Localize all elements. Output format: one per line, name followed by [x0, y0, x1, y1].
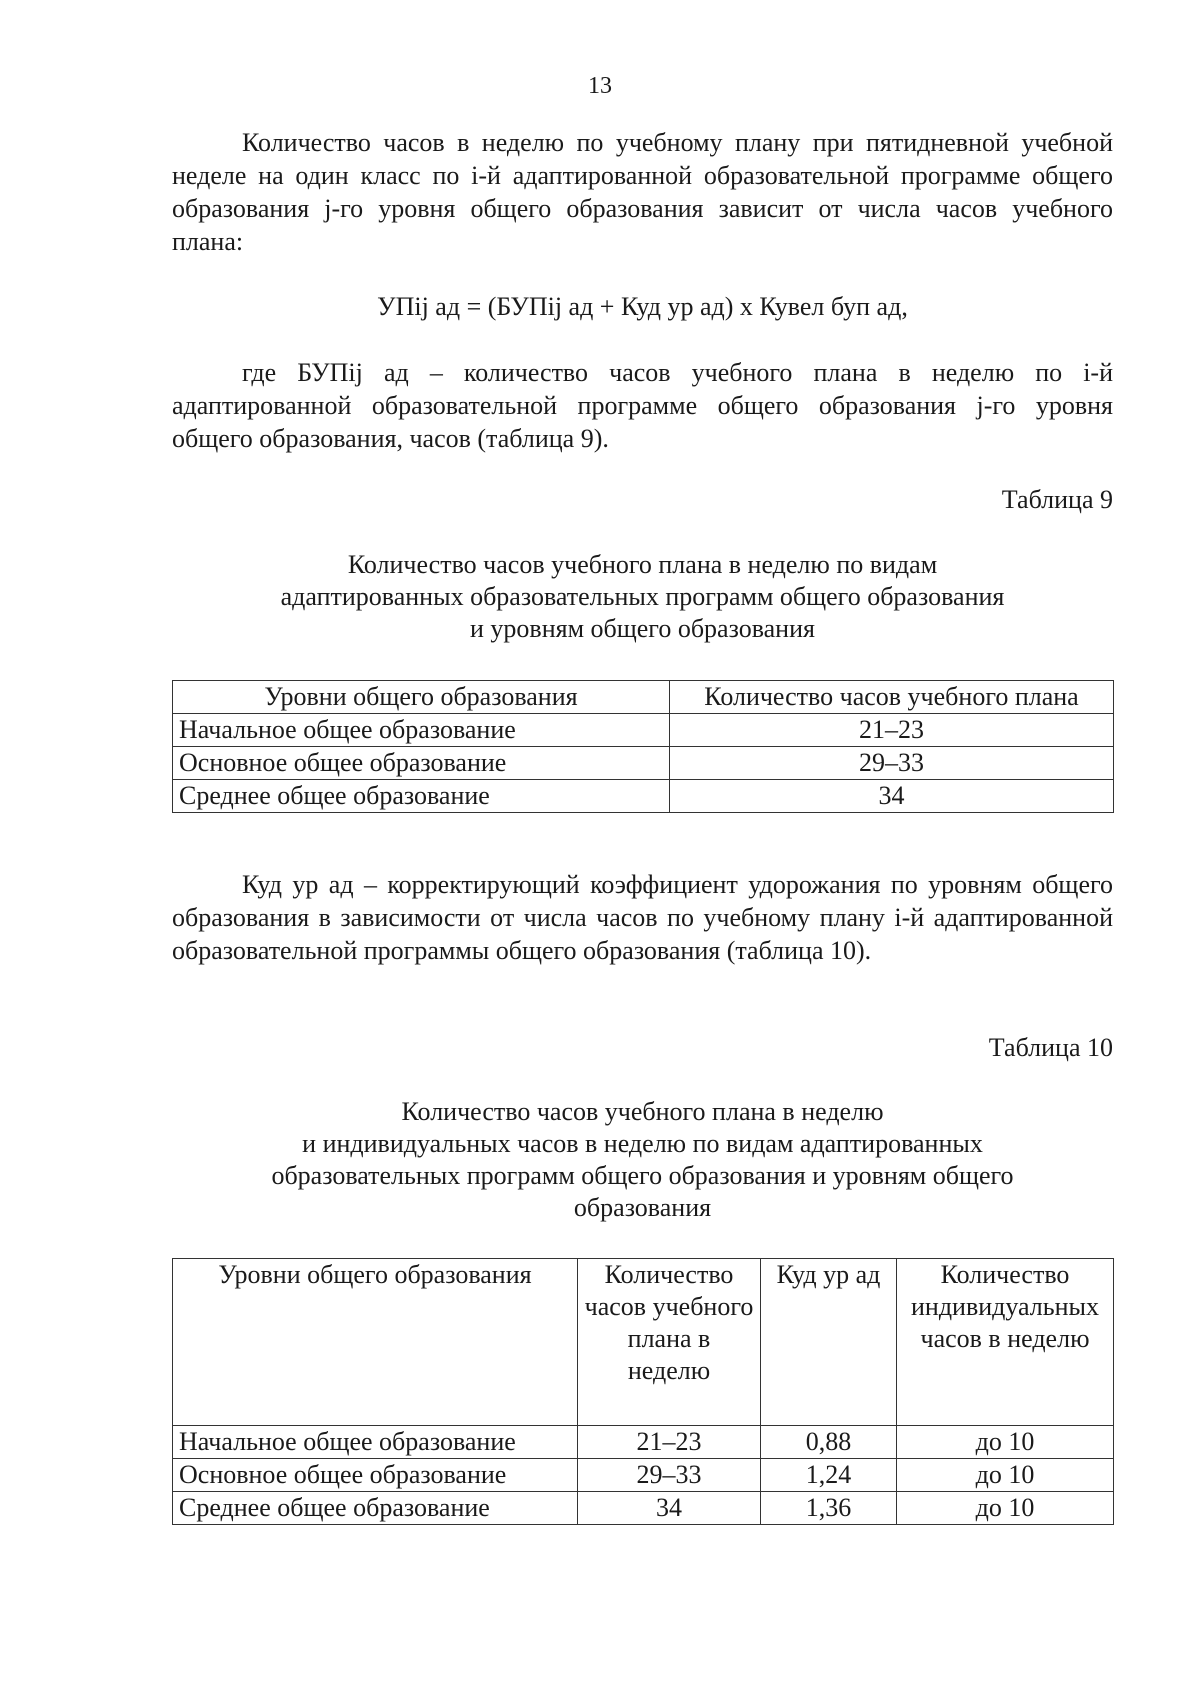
table-row: [173, 1426, 1114, 1459]
table9-caption-line: и уровням общего образования: [470, 614, 815, 643]
table9: [172, 680, 1114, 813]
table10-label-container: [172, 1031, 1113, 1064]
table10: [172, 1258, 1114, 1525]
table-cell: Основное общее образование: [173, 747, 670, 780]
table-cell: до 10: [897, 1426, 1114, 1459]
table-header-cell: Куд ур ад: [761, 1259, 897, 1426]
table-row: [173, 714, 1114, 747]
paragraph-coefficient-container: [172, 868, 1113, 967]
table10-caption-line: Количество часов учебного плана в неделю: [401, 1097, 884, 1126]
table-header-row: [173, 1259, 1114, 1426]
paragraph-definition: где БУПij ад – количество часов учебного плана в неделю по i-й адаптированной образовательной программе общего образования j-го уровня общего образования, часов (таблица 9).: [172, 358, 1113, 453]
table9-caption-line: адаптированных образовательных программ общего образования: [280, 582, 1005, 611]
table10-caption-line: образования: [573, 1193, 712, 1222]
paragraph-intro-container: [172, 126, 1113, 258]
table-cell: 29–33: [578, 1459, 761, 1492]
table-cell: до 10: [897, 1459, 1114, 1492]
paragraph-definition-container: [172, 356, 1113, 455]
table-cell: 1,24: [761, 1459, 897, 1492]
paragraph-coefficient: Куд ур ад – корректирующий коэффициент удорожания по уровням общего образования в зависимости от числа часов по учебному плану i-й адаптированной образовательной программы общего образования (таблица 10).: [172, 870, 1113, 965]
table-header-cell: Количество индивидуальных часов в неделю: [897, 1259, 1114, 1426]
table10-caption-line: образовательных программ общего образования и уровням общего: [271, 1161, 1014, 1190]
table9-label: Таблица 9: [1001, 485, 1113, 514]
table-cell: 21–23: [578, 1426, 761, 1459]
formula-container: [172, 290, 1113, 323]
table-cell: 34: [670, 780, 1114, 813]
table10-caption: [172, 1096, 1113, 1224]
table10-label: Таблица 10: [988, 1033, 1113, 1062]
table-cell: Среднее общее образование: [173, 1492, 578, 1525]
table-cell: 1,36: [761, 1492, 897, 1525]
table9-caption-line: Количество часов учебного плана в неделю по видам: [347, 550, 938, 579]
table-row: [173, 1492, 1114, 1525]
table-row: [173, 1459, 1114, 1492]
table-header-cell: Уровни общего образования: [173, 1259, 578, 1426]
table-cell: Начальное общее образование: [173, 1426, 578, 1459]
table10-container: [172, 1258, 1113, 1525]
table9-caption: [172, 549, 1113, 645]
formula: УПij ад = (БУПij ад + Куд ур ад) х Кувел буп ад,: [377, 292, 908, 321]
table-cell: 21–23: [670, 714, 1114, 747]
table-cell: до 10: [897, 1492, 1114, 1525]
table-cell: Среднее общее образование: [173, 780, 670, 813]
table-row: [173, 780, 1114, 813]
table-cell: Начальное общее образование: [173, 714, 670, 747]
table-cell: Основное общее образование: [173, 1459, 578, 1492]
table-header-cell: Уровни общего образования: [173, 681, 670, 714]
page-number: 13: [588, 73, 612, 99]
paragraph-intro: Количество часов в неделю по учебному плану при пятидневной учебной неделе на один класс по i-й адаптированной образовательной программе общего образования j-го уровня общего образования зависит от числа часов учебного плана:: [172, 128, 1113, 256]
table10-caption-line: и индивидуальных часов в неделю по видам адаптированных: [302, 1129, 983, 1158]
table-cell: 0,88: [761, 1426, 897, 1459]
table9-label-container: [172, 483, 1113, 516]
table-header-cell: Количество часов учебного плана в неделю: [578, 1259, 761, 1426]
table-cell: 34: [578, 1492, 761, 1525]
table9-container: [172, 680, 1113, 813]
table-cell: 29–33: [670, 747, 1114, 780]
table-row: [173, 747, 1114, 780]
table-header-row: [173, 681, 1114, 714]
table-header-cell: Количество часов учебного плана: [670, 681, 1114, 714]
